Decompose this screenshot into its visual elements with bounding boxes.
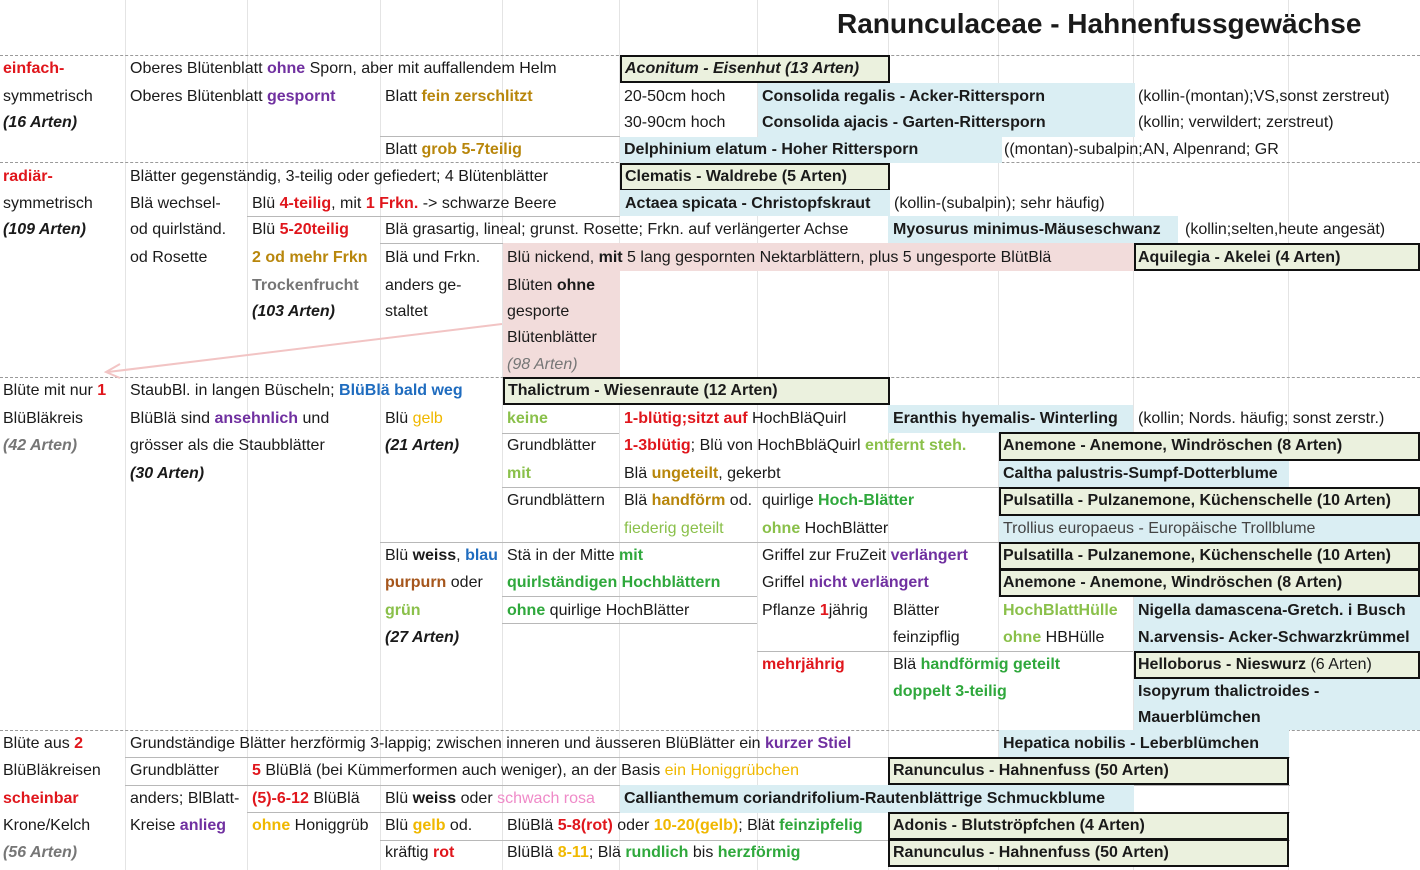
habitat-note: (kollin; Nords. häufig; sonst zerstr.) — [1138, 410, 1385, 427]
taxon-result: N.arvensis- Acker-Schwarzkrümmel — [1138, 629, 1410, 646]
taxon-result: Eranthis hyemalis- Winterling — [893, 410, 1118, 427]
key-text: Griffel zur FruZeit verlängert — [762, 547, 968, 564]
taxon-result: Aquilegia - Akelei (4 Arten) — [1138, 249, 1341, 266]
taxon-result: Caltha palustris-Sumpf-Dotterblume — [1003, 465, 1278, 482]
key-text: Blü weiss, blau — [385, 547, 498, 564]
group-label: Blüte aus 2 — [3, 735, 84, 752]
taxon-result: Ranunculus - Hahnenfuss (50 Arten) — [893, 762, 1169, 779]
key-text: Blä grasartig, lineal; grunst. Rosette; Frkn. auf verlängerter Achse — [385, 221, 849, 238]
group-label: BlüBläkreis — [3, 410, 84, 427]
count-label: (16 Arten) — [3, 114, 78, 131]
count-label: (103 Arten) — [252, 303, 335, 320]
group-label: symmetrisch — [3, 195, 93, 212]
key-text: Kreise anlieg — [130, 817, 227, 834]
key-text: Blüten ohne — [507, 277, 596, 294]
count-label: (98 Arten) — [507, 356, 578, 373]
key-text: Blatt fein zerschlitzt — [385, 88, 533, 105]
key-text: HochBlattHülle — [1003, 602, 1118, 619]
taxon-result: Delphinium elatum - Hoher Rittersporn — [624, 141, 919, 158]
taxon-result: Aconitum - Eisenhut (13 Arten) — [625, 60, 860, 77]
taxon-result: Consolida ajacis - Garten-Rittersporn — [762, 114, 1046, 131]
key-text: Blü weiss oder schwach rosa — [385, 790, 595, 807]
key-text: BlüBlä 8-11; Blä rundlich bis herzförmig — [507, 844, 801, 861]
taxon-result: Isopyrum thalictroides - — [1138, 683, 1320, 700]
habitat-note: ((montan)-subalpin;AN, Alpenrand; GR — [1004, 141, 1279, 158]
key-text: mit — [507, 465, 531, 482]
key-text: kräftig rot — [385, 844, 455, 861]
key-text: Blätter — [893, 602, 940, 619]
key-text: 20-50cm hoch — [624, 88, 726, 105]
key-text: 30-90cm hoch — [624, 114, 726, 131]
taxon-result: Ranunculus - Hahnenfuss (50 Arten) — [893, 844, 1169, 861]
taxon-result: Myosurus minimus-Mäuseschwanz — [893, 221, 1161, 238]
key-text: grün — [385, 602, 421, 619]
key-text: ohne HochBlätter — [762, 520, 889, 537]
key-text: Blü nickend, mit 5 lang gespornten Nektarblättern, plus 5 ungesporte BlütBlä — [507, 249, 1052, 266]
key-text: quirlständigen Hochblättern — [507, 574, 721, 591]
key-text: 1-3blütig; Blü von HochBbläQuirl entfernt steh. — [624, 437, 967, 454]
key-text: Blä handförm od. — [624, 492, 753, 509]
key-text: 5 BlüBlä (bei Kümmerformen auch weniger), an der Basis ein Honiggrübchen — [252, 762, 799, 779]
key-text: od Rosette — [130, 249, 208, 266]
key-text: ohne Honiggrüb — [252, 817, 369, 834]
key-text: Pflanze 1jährig — [762, 602, 868, 619]
key-text: Blä und Frkn. — [385, 249, 481, 266]
key-text: mehrjährig — [762, 656, 845, 673]
key-text: Grundblätter — [507, 437, 596, 454]
taxon-result: Consolida regalis - Acker-Rittersporn — [762, 88, 1046, 105]
key-text: doppelt 3-teilig — [893, 683, 1007, 700]
group-label: Krone/Kelch — [3, 817, 91, 834]
group-label: scheinbar — [3, 790, 79, 807]
key-text: Blü 4-teilig, mit 1 Frkn. -> schwarze Beere — [252, 195, 557, 212]
page-title: Ranunculaceae - Hahnenfussgewächse — [837, 8, 1362, 39]
key-text: 2 od mehr Frkn — [252, 249, 368, 266]
key-text: Blü gelb od. — [385, 817, 473, 834]
count-label: (42 Arten) — [3, 437, 78, 454]
key-text: Blä ungeteilt, gekerbt — [624, 465, 781, 482]
taxon-result: Callianthemum coriandrifolium-Rautenblättrige Schmuckblume — [624, 790, 1105, 807]
taxon-result: Helloborus - Nieswurz (6 Arten) — [1138, 656, 1372, 673]
key-text: Blatt grob 5-7teilig — [385, 141, 522, 158]
key-text: Blä wechsel- — [130, 195, 221, 212]
habitat-note: (kollin-(montan);VS,sonst zerstreut) — [1138, 88, 1390, 105]
group-label: einfach- — [3, 60, 65, 77]
key-text: od quirlständ. — [130, 221, 227, 238]
key-text: keine — [507, 410, 548, 427]
key-text: ohne HBHülle — [1003, 629, 1105, 646]
key-text: (5)-6-12 BlüBlä — [252, 790, 360, 807]
count-label: (21 Arten) — [385, 437, 460, 454]
group-label: Blüte mit nur 1 — [3, 382, 107, 399]
key-text: Grundblättern — [507, 492, 605, 509]
group-label: radiär- — [3, 168, 53, 185]
taxon-result: Pulsatilla - Pulzanemone, Küchenschelle (10 Arten) — [1003, 547, 1391, 564]
count-label: (109 Arten) — [3, 221, 86, 238]
key-text: Blätter gegenständig, 3-teilig oder gefiedert; 4 Blütenblätter — [130, 168, 549, 185]
key-text: Oberes Blütenblatt gespornt — [130, 88, 336, 105]
key-text: Blä handförmig geteilt — [893, 656, 1061, 673]
key-text: Oberes Blütenblatt ohne Sporn, aber mit auffallendem Helm — [130, 60, 557, 77]
taxon-result: Nigella damascena-Gretch. i Busch — [1138, 602, 1406, 619]
taxon-result: Trollius europaeus - Europäische Trollblume — [1003, 520, 1316, 537]
key-text: anders ge- — [385, 277, 462, 294]
count-label: (56 Arten) — [3, 844, 78, 861]
key-text: purpurn oder — [385, 574, 483, 591]
group-label: BlüBläkreisen — [3, 762, 101, 779]
key-text: Blü 5-20teilig — [252, 221, 349, 238]
taxon-result: Adonis - Blutströpfchen (4 Arten) — [893, 817, 1145, 834]
key-text: grösser als die Staubblätter — [130, 437, 325, 454]
key-text: quirlige Hoch-Blätter — [762, 492, 915, 509]
taxon-result: Mauerblümchen — [1138, 709, 1261, 726]
count-label: (30 Arten) — [130, 465, 205, 482]
key-text: anders; BlBlatt- — [130, 790, 240, 807]
key-text: Griffel nicht verlängert — [762, 574, 929, 591]
group-label: symmetrisch — [3, 88, 93, 105]
key-text: Trockenfrucht — [252, 277, 359, 294]
taxon-result: Anemone - Anemone, Windröschen (8 Arten) — [1003, 437, 1343, 454]
key-text: ohne quirlige HochBlätter — [507, 602, 690, 619]
habitat-note: (kollin-(subalpin); sehr häufig) — [894, 195, 1105, 212]
key-text: BlüBlä 5-8(rot) oder 10-20(gelb); Blät feinzipfelig — [507, 817, 863, 834]
key-text: fiederig geteilt — [624, 520, 724, 537]
taxon-result: Thalictrum - Wiesenraute (12 Arten) — [508, 382, 778, 399]
taxon-result: Pulsatilla - Pulzanemone, Küchenschelle (10 Arten) — [1003, 492, 1391, 509]
key-text: 1-blütig;sitzt auf HochBläQuirl — [624, 410, 847, 427]
taxon-result: Actaea spicata - Christopfskraut — [625, 195, 871, 212]
habitat-note: (kollin;selten,heute angesät) — [1185, 221, 1386, 238]
key-text: feinzipflig — [893, 629, 960, 646]
habitat-note: (kollin; verwildert; zerstreut) — [1138, 114, 1334, 131]
key-text: gesporte — [507, 303, 570, 320]
count-label: (27 Arten) — [385, 629, 460, 646]
key-text: BlüBlä sind ansehnlich und — [130, 410, 330, 427]
key-text: Blütenblätter — [507, 329, 597, 346]
taxon-result: Clematis - Waldrebe (5 Arten) — [625, 168, 847, 185]
key-text: Grundständige Blätter herzförmig 3-lappig; zwischen inneren und äusseren BlüBlätter ein kurzer Stiel — [130, 735, 852, 752]
key-text: Grundblätter — [130, 762, 219, 779]
taxon-result: Hepatica nobilis - Leberblümchen — [1003, 735, 1260, 752]
key-text: staltet — [385, 303, 428, 320]
key-text: StaubBl. in langen Büscheln; BlüBlä bald weg — [130, 382, 463, 399]
taxon-result: Anemone - Anemone, Windröschen (8 Arten) — [1003, 574, 1343, 591]
key-text: Blü gelb — [385, 410, 443, 427]
key-text: Stä in der Mitte mit — [507, 547, 644, 564]
